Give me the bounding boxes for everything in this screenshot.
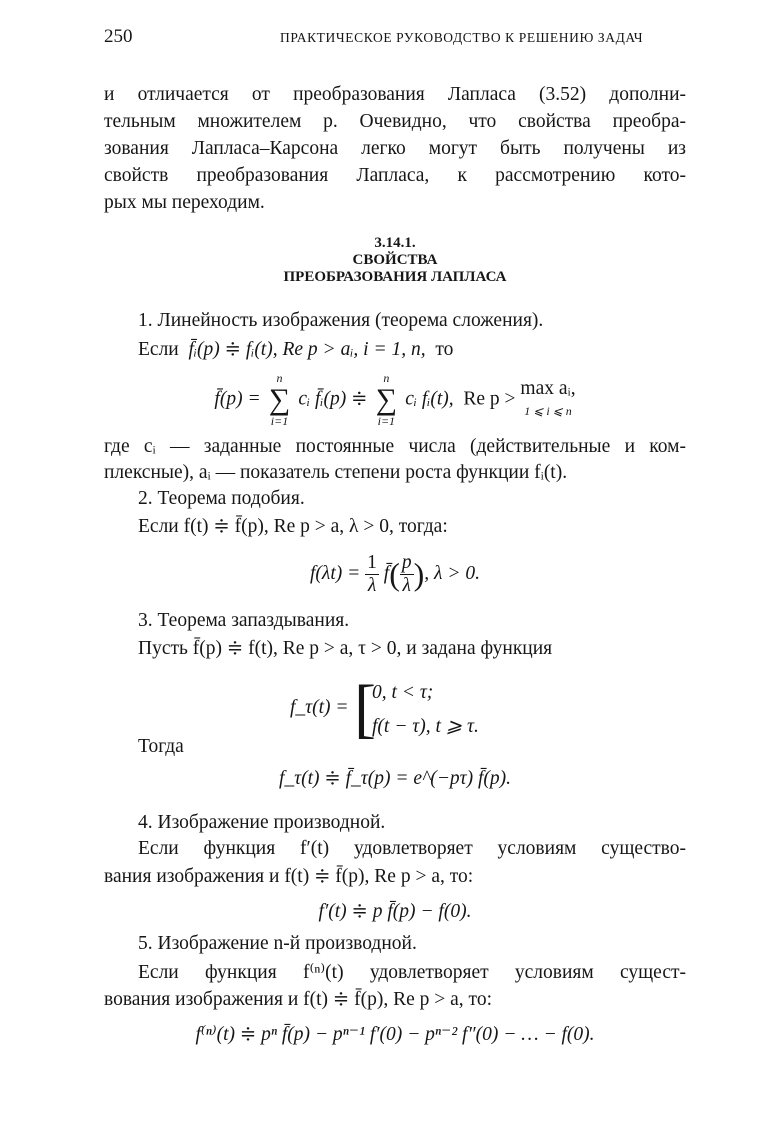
item-2-condition: Если f(t) ≑ f̄(p), Re p > a, λ > 0, тогда: (138, 516, 448, 537)
item-1-title: 1. Линейность изображения (теорема сложения). (138, 310, 544, 331)
item-3-title: 3. Теорема запаздывания. (138, 610, 350, 631)
item-2-title: 2. Теорема подобия. (138, 488, 305, 509)
formula-derivative: f′(t) ≑ p f̄(p) − f(0). (318, 901, 472, 922)
item-4-line-1: Если функция f′(t) удовлетворяет условиям существо- (138, 838, 686, 859)
item-1-condition: Если f̄ᵢ(p) ≑ fᵢ(t), Re p > aᵢ, i = 1, n, то (138, 339, 454, 360)
item-4-line-2: вания изображения и f(t) ≑ f̄(p), Re p > a, то: (104, 866, 474, 887)
intro-line-4: свойств преобразования Лапласа, к рассмотрению кото- (104, 165, 686, 186)
formula-nth-derivative: f⁽ⁿ⁾(t) ≑ pⁿ f̄(p) − pⁿ⁻¹ f′(0) − pⁿ⁻² f″(0) − … − f(0). (195, 1024, 595, 1045)
section-number: 3.14.1. (374, 235, 416, 251)
formula-delay-image: f_τ(t) ≑ f̄_τ(p) = e^(−pτ) f̄(p). (278, 768, 512, 789)
book-page: 250 ПРАКТИЧЕСКОЕ РУКОВОДСТВО К РЕШЕНИЮ ЗАДАЧ и отличается от преобразования Лапласа (3.52) дополни- тельным множителем p. Очевидно, что свойства преобра- зования Лапласа–Карсона легко могут быть получены из свойств преобразования Лапласа, к рассмотрению кото- рых мы переходим. 3.14.1. СВОЙСТВА ПРЕОБРАЗОВАНИЯ ЛАПЛАСА 1. Линейность изображения (теорема сложения). Если f̄ᵢ(p) ≑ fᵢ(t), Re p > aᵢ, i = 1, n, то f̄(p) = n ∑ i=1 cᵢ f̄ᵢ(p) ≑ n ∑ i=1 cᵢ fᵢ(t), Re p > max aᵢ, 1 ⩽ i ⩽ n где cᵢ — заданные постоянные числа (действительные и ком- плексные), aᵢ — показатель степени роста функции fᵢ(t). 2. Теорема подобия. Если f(t) ≑ f̄(p), Re p > a, λ > 0, тогда: f(λt) = $\frac{1}{\lambda}$ f̄( $\frac{p}{\lambda}$ ), λ > 0. 3. Теорема запаздывания. Пусть f̄(p) ≑ f(t), Re p > a, τ > 0, и задана функция f_τ(t) = [ 0, t < τ; f(t − τ), t ⩾ τ. Тогда f_τ(t) ≑ f̄_τ(p) = e^(−pτ) f̄(p). 4. Изображение производной. Если функция f′(t) удовлетворяет условиям существо- вания изображения и f(t) ≑ f̄(p), Re p > a, то: f′(t) ≑ p f̄(p) − f(0). 5. Изображение n-й производной. Если функция f⁽ⁿ⁾(t) удовлетворяет условиям сущест- вования изображения и f(t) ≑ f̄(p), Re p > a, то: f⁽ⁿ⁾(t) ≑ pⁿ f̄(p) − pⁿ⁻¹ f′(0) − pⁿ⁻² f″(0) − … − f(0). (104, 26, 686, 1045)
item-5-line-1: Если функция f⁽ⁿ⁾(t) удовлетворяет условиям сущест- (138, 962, 686, 983)
item-1-condition-math: f̄ᵢ(p) ≑ fᵢ(t), Re p > aᵢ, i = 1, n, (188, 339, 426, 360)
intro-line-3: зования Лапласа–Карсона легко могут быть получены из (104, 138, 686, 159)
formula-linearity: f̄(p) = n ∑ i=1 cᵢ f̄ᵢ(p) ≑ n ∑ i=1 cᵢ fᵢ(t), Re p > max aᵢ, 1 ⩽ i ⩽ n (214, 371, 576, 428)
running-head: ПРАКТИЧЕСКОЕ РУКОВОДСТВО К РЕШЕНИЮ ЗАДАЧ (280, 30, 644, 45)
piecewise-bracket: [ (354, 672, 376, 745)
sum-symbol-2: n ∑ i=1 (375, 371, 398, 428)
intro-line-5: рых мы переходим. (104, 192, 265, 213)
max-operator: max aᵢ, 1 ⩽ i ⩽ n (520, 378, 576, 418)
fraction-p-over-lambda: $\frac{p}{\lambda}$ (401, 552, 412, 596)
item-1-desc-1: где cᵢ — заданные постоянные числа (действительные и ком- (104, 436, 686, 457)
item-5-title: 5. Изображение n-й производной. (138, 933, 417, 954)
item-5-line-2: вования изображения и f(t) ≑ f̄(p), Re p > a, то: (104, 989, 492, 1010)
fraction-one-over-lambda: $\frac{1}{\lambda}$ (367, 552, 377, 596)
formula-similarity: f(λt) = $\frac{1}{\lambda}$ f̄( $\frac{p}{\lambda}$ ), λ > 0. (309, 552, 481, 596)
page-number: 250 (104, 26, 133, 47)
section-title-line-2: ПРЕОБРАЗОВАНИЯ ЛАПЛАСА (283, 269, 507, 285)
section-title-line-1: СВОЙСТВА (352, 252, 438, 268)
intro-line-1: и отличается от преобразования Лапласа (3.52) дополни- (104, 84, 686, 105)
item-3-condition: Пусть f̄(p) ≑ f(t), Re p > a, τ > 0, и задана функция (138, 638, 553, 659)
item-4-title: 4. Изображение производной. (138, 812, 386, 833)
item-3-then: Тогда (138, 736, 184, 757)
intro-line-2: тельным множителем p. Очевидно, что свойства преобра- (104, 111, 686, 132)
item-1-desc-2: плексные), aᵢ — показатель степени роста функции fᵢ(t). (104, 462, 568, 483)
sum-symbol-1: n ∑ i=1 (268, 371, 291, 428)
